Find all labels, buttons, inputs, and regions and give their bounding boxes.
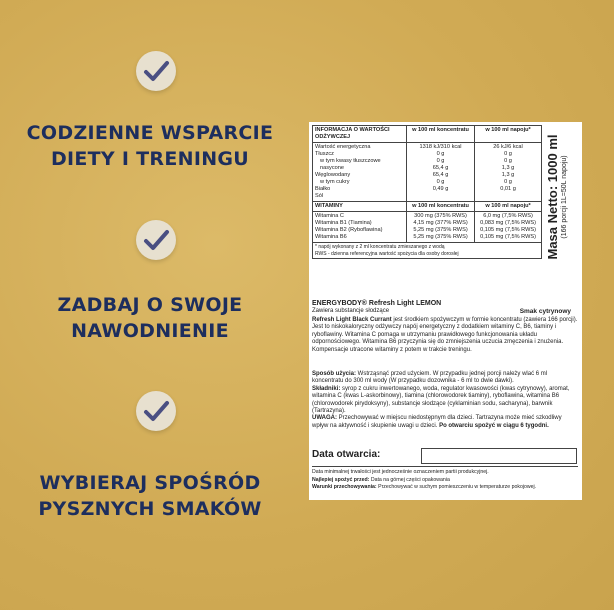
product-label <box>309 122 582 500</box>
product-header <box>312 300 579 315</box>
product-name: ENERGYBODY® Refresh Light LEMON <box>312 300 442 307</box>
net-mass: Masa Netto: 1000 ml (166 porcji 1L=50L napoju) <box>545 134 568 260</box>
feature-headline-hydration: ZADBAJ O SWOJE NAWODNIENIE <box>57 294 243 342</box>
usage-section: Sposób użycia: Wstrząsnąć przed użyciem. W przypadku jednej porcji należy wlać 6 ml koncentratu do 300 ml wody (W przypadku dozownika - 6 ml to dwie dawki). Składniki: syrop z cukru inwertowanego, woda, regulator kwasowości (kwas cytrynowy), aromat, witamina C (kwas L-askorbinowy), tiamina (chlorowodorek tiaminy), ryboflawina, witamina B6 (chlorowodorek pirydoksyny), substancje słodzące (cyklaminian sodu, sacharyna), barwnik (Tartrazyna). UWAGA: Przechowywać w miejscu niedostępnym dla dzieci. Tartrazyna może mieć szkodliwy wpływ na aktywność i skupienie uwagi u dzieci. Po otwarciu spożyć w ciągu 6 tygodni. <box>312 371 570 429</box>
footnote: RWS - dzienna referencyjna wartość spożycia dla osoby dorosłej <box>315 250 459 257</box>
check-icon <box>136 391 176 431</box>
col-concentrate: w 100 ml koncentratu <box>407 126 475 143</box>
col-drink: w 100 ml napoju* <box>475 126 542 143</box>
footnote: * napój wykonany z 2 ml koncentratu zmieszanego z wodą <box>315 244 445 250</box>
nutrition-rows: Wartość energetyczna Tłuszcz w tym kwasy tłuszczowe nasycone Węglowodany w tym cukry Białko Sól 1318 kJ/310 kcal 0 g 0 g 65,4 g 65,4 g 0 g 0,49 g 26 kJ/6 kcal 0 g 0 g 1,3 g 1,3 g 0 g 0,01 g <box>313 143 542 202</box>
nutrition-table: INFORMACJA O WARTOŚCI ODŻYWCZEJ w 100 ml koncentratu w 100 ml napoju* Wartość energetyczna Tłuszcz w tym kwasy tłuszczowe nasycone Węglowodany w tym cukry Białko Sól 1318 kJ/310 kcal 0 g 0 g 65,4 g 65,4 g 0 g 0,49 g 26 kJ/6 kcal 0 g 0 g 1,3 g 1,3 g 0 g 0,01 g WITAMINY w 100 ml koncentratu w 100 ml napoju* Witamina C Witamina B1 (Tiamina) Witamina B2 (Ryboflawina) Witamina B6 300 mg (375% RWS) 4,15 mg (377% RWS) 5,25 mg (375% RWS) 5,25 mg (375% RWS) 6,0 mg (7,5% RWS) 0,083 mg (7,5% RWS) 0,105 mg (7,5% RWS) 0,105 mg (7,5% RWS) * napój wykonany z 2 ml koncentratu zmieszanego z wodą RWS - dzienna referencyjna wartość spożycia dla osoby dorosłej <box>312 125 542 259</box>
feature-headline-flavors: WYBIERAJ SPOŚRÓD PYSZNYCH SMAKÓW <box>38 472 262 520</box>
vitamins-header: WITAMINY <box>313 202 407 212</box>
divider <box>312 466 578 467</box>
check-icon <box>136 220 176 260</box>
opening-date-field <box>421 448 577 464</box>
sweeteners-note: Zawiera substancje słodzące <box>312 308 390 314</box>
storage-info: Data minimalnej trwałości jest jednocześnie oznaczeniem partii produkcyjnej. Najlepiej spożyć przed: Data na górnej części opakowania Warunki przechowywania: Przechowywać w suchym pomieszczeniu w temperaturze pokojowej. <box>312 469 537 490</box>
feature-headline-diet: CODZIENNE WSPARCIE DIETY I TRENINGU <box>26 122 274 170</box>
flavor: Smak cytrynowy <box>519 308 571 315</box>
vitamin-rows: Witamina C Witamina B1 (Tiamina) Witamina B2 (Ryboflawina) Witamina B6 300 mg (375% RWS) 4,15 mg (377% RWS) 5,25 mg (375% RWS) 5,25 mg (375% RWS) 6,0 mg (7,5% RWS) 0,083 mg (7,5% RWS) 0,105 mg (7,5% RWS) 0,105 mg (7,5% RWS) <box>313 212 542 243</box>
product-description: Refresh Light Black Currant jest środkiem spożywczym w formie koncentratu (zawiera 166 porcji). Jest to niskokaloryczny odżywczy napój energetyczny z dodatkiem witaminy C, B6, tiaminy i ryboflawiny. Witamina C pomaga w utrzymaniu prawidłowego funkcjonowania układu odpornościowego. Witamina B6 przyczynia się do zmniejszenia uczucia zmęczenia i znużenia. Kompensacje utracone witaminy z potem w trakcie treningu. <box>312 317 578 353</box>
opening-date-label: Data otwarcia: <box>312 449 381 460</box>
check-icon <box>136 51 176 91</box>
